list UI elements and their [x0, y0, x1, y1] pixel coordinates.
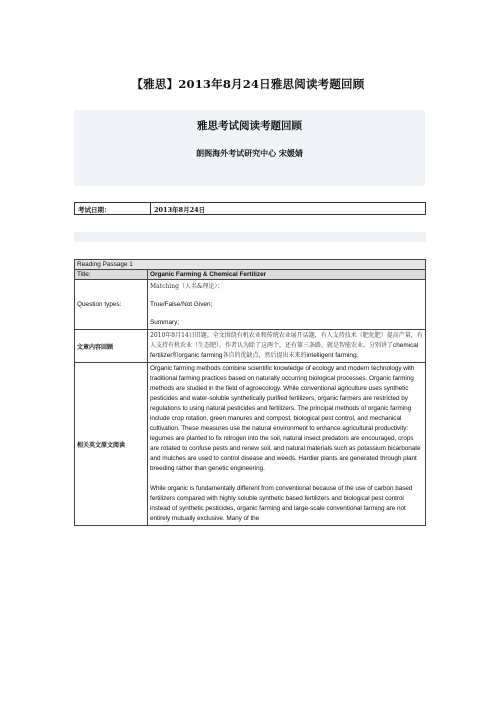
summary-term: organic farming: [178, 352, 223, 359]
passage-text: [148, 363, 426, 526]
exam-date-value: 2013年8月24日: [154, 206, 206, 214]
divider-bar: [74, 232, 426, 242]
passage-label: 相关英文原文阅读: [75, 363, 148, 526]
summary-part: 。: [356, 352, 363, 359]
exam-date-label: 考试日期：: [75, 203, 151, 214]
summary-part: 各自的优缺点，然后提出未来的: [222, 352, 307, 359]
passage-table: [74, 259, 426, 526]
exam-date-table: [74, 202, 426, 215]
summary-label: 文章内容回顾: [75, 330, 148, 363]
document-title: 【雅思】2013年8月24日雅思阅读考题回顾: [131, 77, 365, 91]
summary-row: [75, 330, 426, 363]
title-value: Organic Farming & Chemical Fertilizer: [148, 270, 426, 280]
section-heading: Reading Passage 1: [75, 260, 426, 270]
title-row: [75, 270, 426, 280]
header-banner: [74, 110, 425, 186]
qtype-item: Summary;: [150, 319, 180, 326]
qtypes-row: [75, 280, 426, 330]
summary-text: [148, 330, 426, 363]
qtype-item: True/False/Not Given;: [150, 301, 213, 308]
header-title: 雅思考试阅读考题回顾: [197, 120, 302, 132]
passage-row: [75, 363, 426, 526]
summary-term: chemical fertilizer: [150, 342, 419, 359]
section-row: [75, 260, 426, 270]
summary-term: intelligent farming: [306, 352, 357, 359]
header-subtitle: 朗阁海外考试研究中心 宋媛婧: [196, 148, 303, 158]
summary-part: 2010年8月14日旧题。全文围绕有机农业和传统农业展开话题，有人支持技术（肥化肥）提高产量，有人支持有机农业（生态肥），作者认为除了这两个，还有第三条路，就是智能农业。分别讲了: [150, 332, 423, 349]
qtype-item: Matching（人名&理论）；: [150, 283, 224, 290]
qtypes-label: Question types:: [75, 280, 148, 330]
title-label: Title:: [75, 270, 148, 280]
qtypes-list: [148, 280, 426, 330]
passage-paragraph: Organic farming methods combine scientific knowledge of ecology and modern technology with traditional farming practices based on naturally occurring biological processes. Organic farming methods are studied in the field of agroecology. While conventional agriculture uses synthetic pesticides and water-soluble synthetically purified fertilizers, organic farmers are restricted by regulations to using natural pesticides and fertilizers. The principal methods of organic farming include crop rotation, green manures and compost, biological pest control, and mechanical cultivation. These measures use the natural environment to enhance agricultural productivity: legumes are planted to fix nitrogen into the soil, natural insect predators are encouraged, crops are rotated to confuse pests and renew soil, and natural materials such as potassium bicarbonate and mulches are used to control disease and weeds. Hardier plants are generated through plant breeding rather than genetic engineering.: [150, 365, 421, 472]
passage-paragraph: While organic is fundamentally different from conventional because of the use of carbon based fertilizers compared with highly soluble synthetic based fertilizers and biological pest control instead of synthetic pesticides, organic farming and large-scale conventional farming are not entirely mutually exclusive. Many of the: [150, 485, 413, 522]
summary-part: 和: [172, 352, 179, 359]
